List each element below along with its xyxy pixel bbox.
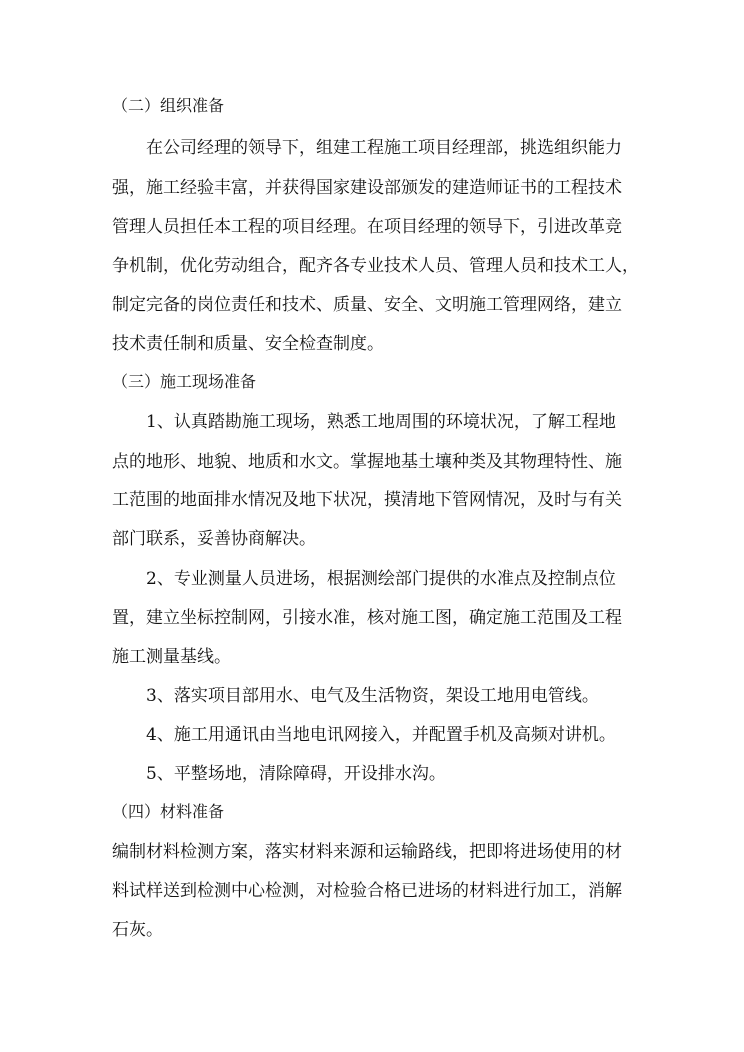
- paragraph-line: 在公司经理的领导下，组建工程施工项目经理部，挑选组织能力: [146, 138, 622, 158]
- paragraph-line: 石灰。: [112, 920, 163, 940]
- paragraph-line: 点的地形、地貌、地质和水文。掌握地基土壤种类及其物理特性、施: [112, 452, 622, 472]
- paragraph-line: 强，施工经验丰富，并获得国家建设部颁发的建造师证书的工程技术: [112, 178, 622, 198]
- section-heading-organization: （二）组织准备: [112, 96, 225, 115]
- paragraph-line: 部门联系，妥善协商解决。: [112, 529, 316, 549]
- list-item: 4、施工用通讯由当地电讯网接入，并配置手机及高频对讲机。: [146, 725, 616, 745]
- paragraph-line: 管理人员担任本工程的项目经理。在项目经理的领导下，引进改革竞: [112, 217, 622, 237]
- paragraph-line: 1、认真踏勘施工现场，熟悉工地周围的环境状况，了解工程地: [146, 412, 616, 432]
- paragraph-line: 制定完备的岗位责任和技术、质量、安全、文明施工管理网络，建立: [112, 295, 622, 315]
- section-heading-site: （三）施工现场准备: [112, 372, 257, 391]
- paragraph-line: 置，建立坐标控制网，引接水准，核对施工图，确定施工范围及工程: [112, 608, 622, 628]
- list-item: 5、平整场地，清除障碍，开设排水沟。: [146, 764, 446, 784]
- paragraph-line: 工范围的地面排水情况及地下状况，摸清地下管网情况，及时与有关: [112, 490, 622, 510]
- paragraph-line: 编制材料检测方案，落实材料来源和运输路线，把即将进场使用的材: [112, 842, 622, 862]
- list-item: 3、落实项目部用水、电气及生活物资，架设工地用电管线。: [146, 686, 599, 706]
- paragraph-line: 技术责任制和质量、安全检查制度。: [112, 334, 384, 354]
- paragraph-line: 施工测量基线。: [112, 647, 231, 667]
- section-heading-materials: （四）材料准备: [112, 802, 225, 821]
- paragraph-line: 争机制，优化劳动组合，配齐各专业技术人员、管理人员和技术工人，: [112, 256, 639, 276]
- paragraph-line: 料试样送到检测中心检测，对检验合格已进场的材料进行加工，消解: [112, 881, 622, 901]
- paragraph-line: 2、专业测量人员进场，根据测绘部门提供的水准点及控制点位: [146, 569, 616, 589]
